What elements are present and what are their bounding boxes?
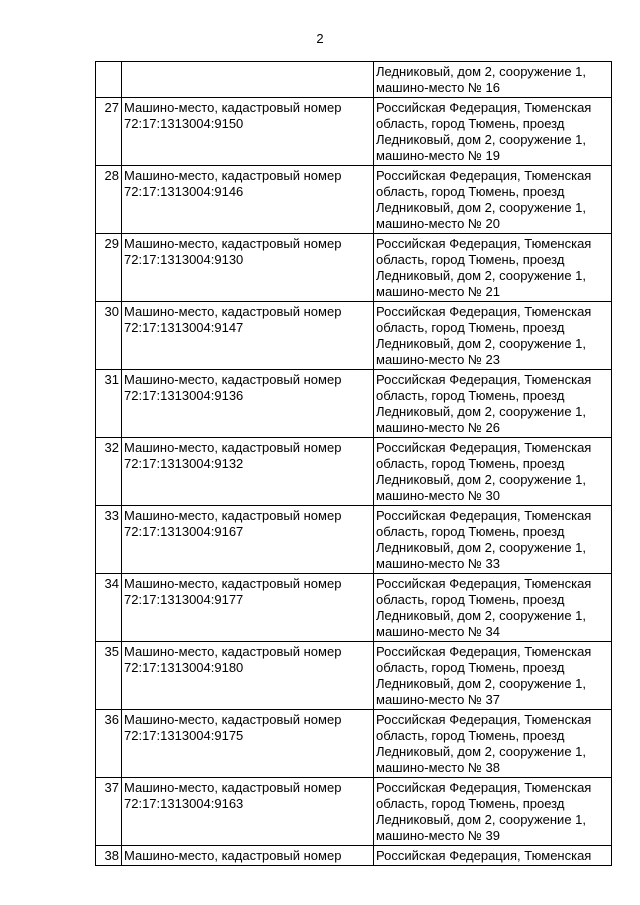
row-number: 38 <box>104 848 119 863</box>
object-description-line: Машино-место, кадастровый номер <box>124 168 342 183</box>
table-row <box>96 166 612 234</box>
object-cell <box>122 574 374 642</box>
table-row <box>96 642 612 710</box>
object-cell <box>122 302 374 370</box>
object-description-line: 72:17:1313004:9167 <box>124 524 244 539</box>
row-number: 30 <box>104 304 119 319</box>
object-description-line: 72:17:1313004:9147 <box>124 320 244 335</box>
address-cell <box>374 166 612 234</box>
address-cell <box>374 574 612 642</box>
address-line: Российская Федерация, Тюменская <box>376 168 592 183</box>
row-number-cell <box>96 370 122 438</box>
address-line: Российская Федерация, Тюменская <box>376 780 592 795</box>
address-line: Российская Федерация, Тюменская <box>376 100 592 115</box>
object-description-line: Машино-место, кадастровый номер <box>124 780 342 795</box>
row-number-cell <box>96 302 122 370</box>
address-line: Российская Федерация, Тюменская <box>376 304 592 319</box>
row-number-cell <box>96 642 122 710</box>
object-description-line: 72:17:1313004:9130 <box>124 252 244 267</box>
table-row <box>96 302 612 370</box>
address-line: Ледниковый, дом 2, сооружение 1, <box>376 812 587 827</box>
address-line: Ледниковый, дом 2, сооружение 1, <box>376 132 587 147</box>
object-description-line: Машино-место, кадастровый номер <box>124 712 342 727</box>
object-cell <box>122 370 374 438</box>
row-number-cell <box>96 778 122 846</box>
address-line: Ледниковый, дом 2, сооружение 1, <box>376 472 587 487</box>
address-line: машино-место № 37 <box>376 692 500 707</box>
address-line: область, город Тюмень, проезд <box>376 184 565 199</box>
address-cell <box>374 62 612 98</box>
address-cell <box>374 370 612 438</box>
row-number: 37 <box>104 780 119 795</box>
address-line: машино-место № 30 <box>376 488 500 503</box>
address-cell <box>374 98 612 166</box>
address-line: область, город Тюмень, проезд <box>376 388 565 403</box>
row-number-cell <box>96 438 122 506</box>
row-number-cell <box>96 710 122 778</box>
address-line: машино-место № 34 <box>376 624 500 639</box>
row-number: 29 <box>104 236 119 251</box>
address-cell <box>374 302 612 370</box>
table-row <box>96 98 612 166</box>
object-cell <box>122 98 374 166</box>
object-description-line: 72:17:1313004:9136 <box>124 388 244 403</box>
address-line: Российская Федерация, Тюменская <box>376 848 592 863</box>
address-line: Ледниковый, дом 2, сооружение 1, <box>376 676 587 691</box>
row-number-cell <box>96 62 122 98</box>
address-line: область, город Тюмень, проезд <box>376 592 565 607</box>
row-number: 28 <box>104 168 119 183</box>
object-description-line: Машино-место, кадастровый номер <box>124 576 342 591</box>
table-row <box>96 710 612 778</box>
address-line: машино-место № 33 <box>376 556 500 571</box>
table-row <box>96 62 612 98</box>
row-number-cell <box>96 234 122 302</box>
object-cell <box>122 642 374 710</box>
address-line: машино-место № 39 <box>376 828 500 843</box>
address-line: Ледниковый, дом 2, сооружение 1, <box>376 64 587 79</box>
object-cell <box>122 438 374 506</box>
address-cell <box>374 506 612 574</box>
address-line: машино-место № 26 <box>376 420 500 435</box>
page-number: 2 <box>316 31 324 46</box>
address-line: Российская Федерация, Тюменская <box>376 644 592 659</box>
table-row <box>96 846 612 866</box>
row-number: 27 <box>104 100 119 115</box>
address-line: область, город Тюмень, проезд <box>376 728 565 743</box>
address-line: Российская Федерация, Тюменская <box>376 236 592 251</box>
row-number: 36 <box>104 712 119 727</box>
address-line: область, город Тюмень, проезд <box>376 456 565 471</box>
address-line: Ледниковый, дом 2, сооружение 1, <box>376 268 587 283</box>
object-description-line: Машино-место, кадастровый номер <box>124 100 342 115</box>
address-line: область, город Тюмень, проезд <box>376 796 565 811</box>
row-number-cell <box>96 574 122 642</box>
object-description-line: Машино-место, кадастровый номер <box>124 236 342 251</box>
address-line: машино-место № 23 <box>376 352 500 367</box>
table-row <box>96 234 612 302</box>
address-cell <box>374 710 612 778</box>
address-line: Российская Федерация, Тюменская <box>376 440 592 455</box>
object-description-line: 72:17:1313004:9146 <box>124 184 244 199</box>
object-cell <box>122 778 374 846</box>
object-cell <box>122 62 374 98</box>
row-number: 32 <box>104 440 119 455</box>
address-cell <box>374 438 612 506</box>
address-cell <box>374 642 612 710</box>
object-description-line: Машино-место, кадастровый номер <box>124 372 342 387</box>
address-line: Ледниковый, дом 2, сооружение 1, <box>376 404 587 419</box>
object-description-line: Машино-место, кадастровый номер <box>124 644 342 659</box>
address-line: Российская Федерация, Тюменская <box>376 372 592 387</box>
table-row <box>96 574 612 642</box>
object-cell <box>122 710 374 778</box>
object-description-line: Машино-место, кадастровый номер <box>124 440 342 455</box>
address-line: Ледниковый, дом 2, сооружение 1, <box>376 336 587 351</box>
row-number: 33 <box>104 508 119 523</box>
object-description-line: 72:17:1313004:9150 <box>124 116 244 131</box>
address-line: область, город Тюмень, проезд <box>376 660 565 675</box>
object-description-line: 72:17:1313004:9132 <box>124 456 244 471</box>
table-row <box>96 370 612 438</box>
object-description-line: 72:17:1313004:9175 <box>124 728 244 743</box>
address-line: машино-место № 20 <box>376 216 500 231</box>
row-number-cell <box>96 846 122 866</box>
address-line: область, город Тюмень, проезд <box>376 320 565 335</box>
object-description-line: 72:17:1313004:9163 <box>124 796 244 811</box>
address-line: машино-место № 21 <box>376 284 500 299</box>
address-line: Российская Федерация, Тюменская <box>376 508 592 523</box>
table-body <box>96 62 612 866</box>
address-line: машино-место № 38 <box>376 760 500 775</box>
address-cell <box>374 846 612 866</box>
address-line: Ледниковый, дом 2, сооружение 1, <box>376 540 587 555</box>
table-row <box>96 438 612 506</box>
object-cell <box>122 506 374 574</box>
address-line: Российская Федерация, Тюменская <box>376 576 592 591</box>
address-cell <box>374 778 612 846</box>
row-number-cell <box>96 506 122 574</box>
object-cell <box>122 846 374 866</box>
address-line: Ледниковый, дом 2, сооружение 1, <box>376 608 587 623</box>
table-row <box>96 778 612 846</box>
address-line: область, город Тюмень, проезд <box>376 524 565 539</box>
table-row <box>96 506 612 574</box>
object-cell <box>122 166 374 234</box>
row-number-cell <box>96 166 122 234</box>
row-number: 35 <box>104 644 119 659</box>
object-description-line: 72:17:1313004:9180 <box>124 660 244 675</box>
address-line: Ледниковый, дом 2, сооружение 1, <box>376 200 587 215</box>
parking-spaces-table <box>95 61 612 866</box>
object-description-line: 72:17:1313004:9177 <box>124 592 244 607</box>
address-line: машино-место № 16 <box>376 80 500 95</box>
row-number: 34 <box>104 576 119 591</box>
address-line: машино-место № 19 <box>376 148 500 163</box>
address-line: Ледниковый, дом 2, сооружение 1, <box>376 744 587 759</box>
object-cell <box>122 234 374 302</box>
address-line: Российская Федерация, Тюменская <box>376 712 592 727</box>
address-line: область, город Тюмень, проезд <box>376 116 565 131</box>
object-description-line: Машино-место, кадастровый номер <box>124 848 342 863</box>
object-description-line: Машино-место, кадастровый номер <box>124 508 342 523</box>
object-description-line: Машино-место, кадастровый номер <box>124 304 342 319</box>
row-number: 31 <box>104 372 119 387</box>
row-number-cell <box>96 98 122 166</box>
address-line: область, город Тюмень, проезд <box>376 252 565 267</box>
address-cell <box>374 234 612 302</box>
